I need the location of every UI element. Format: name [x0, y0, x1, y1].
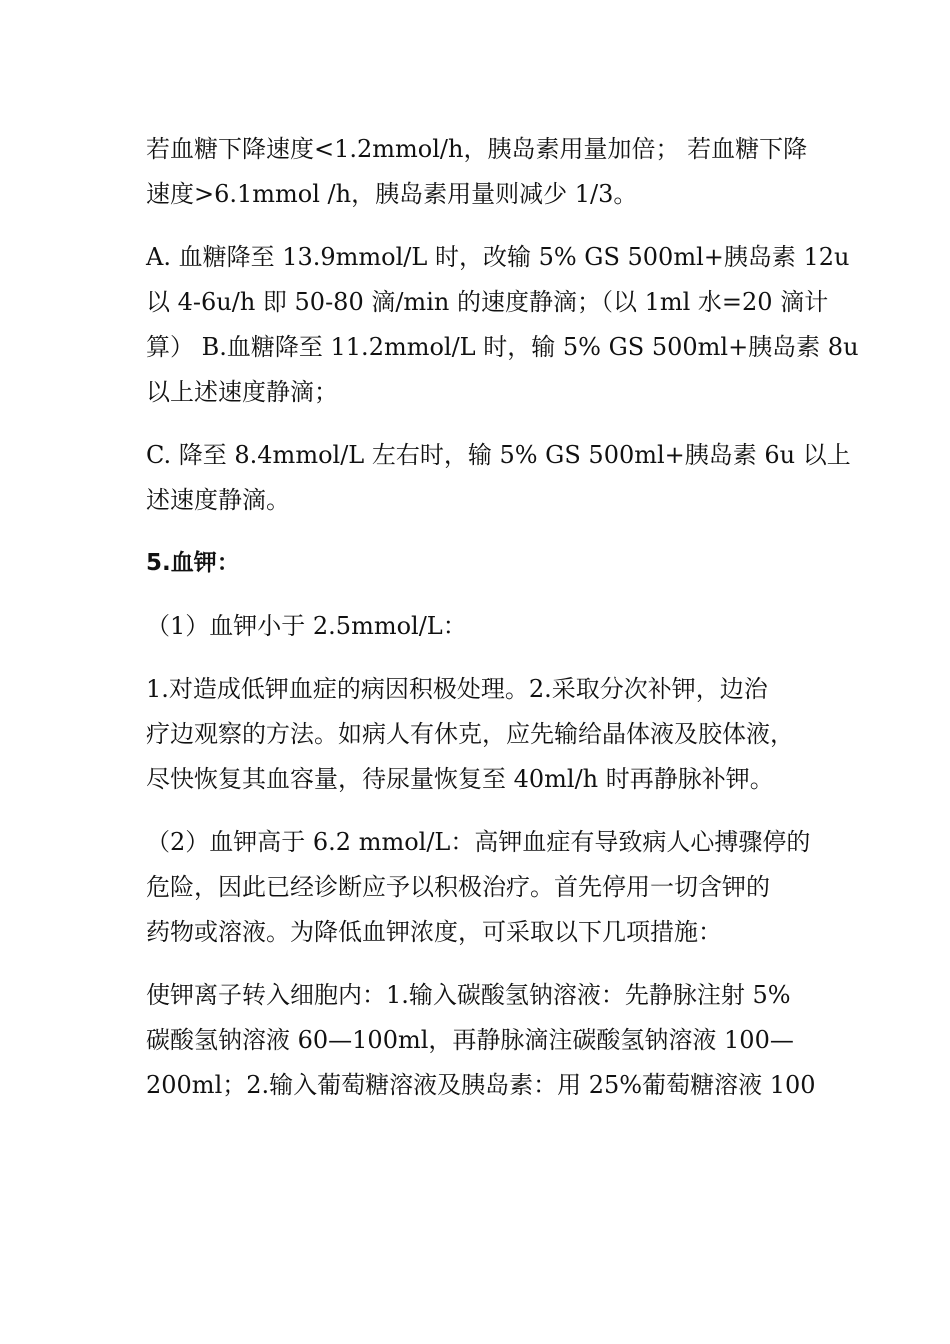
paragraph-glucose-step-c [146, 433, 851, 523]
section-heading-potassium: 5.血钾： [146, 550, 240, 576]
text-line: 以 4-6u/h 即 50-80 滴/min 的速度静滴；（以 1ml 水=20 滴计 [146, 288, 829, 316]
text-line: （1）血钾小于 2.5mmol/L： [146, 612, 467, 640]
text-line: 算） B.血糖降至 11.2mmol/L 时，输 5% GS 500ml+胰岛素 8u [146, 333, 859, 361]
text-line: 若血糖下降速度<1.2mmol/h，胰岛素用量加倍； 若血糖下降 [146, 135, 808, 163]
text-line: 以上述速度静滴； [146, 378, 338, 406]
text-line: 尽快恢复其血容量，待尿量恢复至 40ml/h 时再静脉补钾。 [146, 765, 774, 793]
paragraph-potassium-shift [146, 973, 816, 1108]
text-line: 述速度静滴。 [146, 486, 290, 514]
paragraph-hypokalemia-title [146, 604, 808, 649]
text-line: 药物或溶液。为降低血钾浓度，可采取以下几项措施： [146, 918, 722, 946]
document-body [146, 127, 859, 1126]
paragraph-glucose-steps-ab [146, 235, 859, 415]
text-line: 危险，因此已经诊断应予以积极治疗。首先停用一切含钾的 [146, 873, 770, 901]
text-line: C. 降至 8.4mmol/L 左右时，输 5% GS 500ml+胰岛素 6u 以上 [146, 441, 851, 469]
text-line: 速度>6.1mmol /h，胰岛素用量则减少 1/3。 [146, 180, 638, 208]
paragraph-hyperkalemia [146, 820, 811, 955]
text-line: A. 血糖降至 13.9mmol/L 时，改输 5% GS 500ml+胰岛素 12u [146, 243, 850, 271]
paragraph-insulin-adjustment [146, 127, 808, 217]
text-line: 使钾离子转入细胞内：1.输入碳酸氢钠溶液：先静脉注射 5% [146, 981, 791, 1009]
text-line: （2）血钾高于 6.2 mmol/L：高钾血症有导致病人心搏骤停的 [146, 828, 811, 856]
text-line: 疗边观察的方法。如病人有休克，应先输给晶体液及胶体液， [146, 720, 794, 748]
paragraph-hypokalemia-treatment [146, 667, 808, 802]
text-line: 碳酸氢钠溶液 60—100ml，再静脉滴注碳酸氢钠溶液 100— [146, 1026, 794, 1054]
text-line: 1.对造成低钾血症的病因积极处理。2.采取分次补钾，边治 [146, 675, 768, 703]
text-line: 200ml；2.输入葡萄糖溶液及胰岛素：用 25%葡萄糖溶液 100 [146, 1071, 816, 1099]
